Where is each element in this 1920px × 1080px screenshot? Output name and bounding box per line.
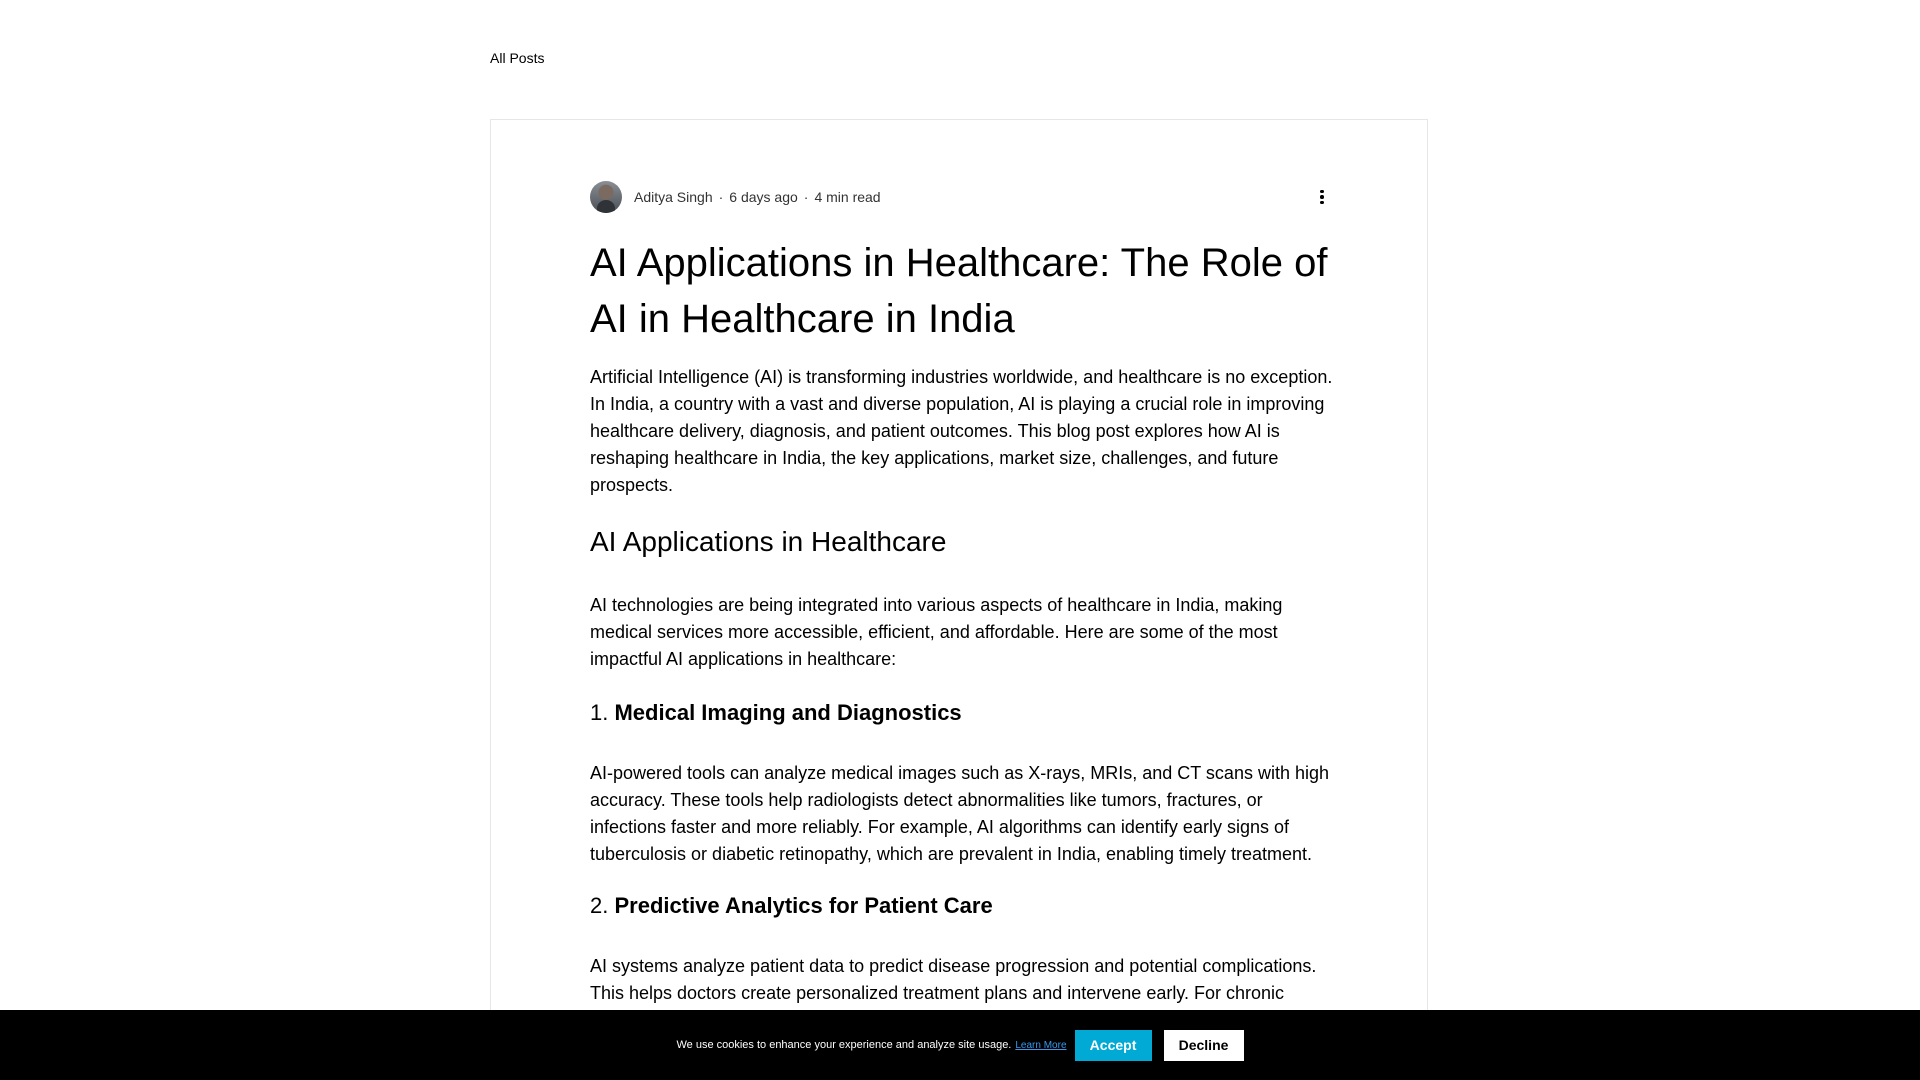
- list-item-number: 1.: [590, 700, 609, 725]
- learn-more-link[interactable]: Learn More: [1015, 1039, 1067, 1051]
- section-intro-paragraph: AI technologies are being integrated into various aspects of healthcare in India, making medical services more accessible, efficient, and affordable. Here are some of the most impactful AI applications in healthcare:: [590, 595, 1283, 669]
- list-item-heading: [590, 698, 962, 728]
- meta-separator: ·: [803, 189, 809, 205]
- section-heading: AI Applications in Healthcare: [590, 526, 947, 557]
- author-name[interactable]: Aditya Singh: [634, 189, 713, 205]
- meta-separator: ·: [718, 189, 724, 205]
- intro-paragraph: Artificial Intelligence (AI) is transforming industries worldwide, and healthcare is no exception. In India, a country with a vast and diverse population, AI is playing a crucial role in improving healthcare delivery, diagnosis, and patient outcomes. This blog post explores how AI is reshaping healthcare in India, the key applications, market size, challenges, and future prospects.: [590, 367, 1333, 495]
- read-time: 4 min read: [814, 189, 881, 205]
- author-avatar[interactable]: [590, 181, 622, 213]
- cookie-banner: [0, 1010, 1920, 1080]
- post-date: 6 days ago: [729, 189, 798, 205]
- list-item-paragraph: AI systems analyze patient data to predict disease progression and potential complications. This helps doctors create personalized treatment plans and intervene early. For chronic: [590, 956, 1317, 1003]
- list-item-heading: [590, 891, 993, 921]
- post-meta: [590, 181, 1332, 213]
- more-vertical-icon[interactable]: [1312, 187, 1332, 207]
- list-item-title: Predictive Analytics for Patient Care: [614, 893, 993, 918]
- all-posts-link[interactable]: All Posts: [490, 50, 545, 66]
- decline-cookies-button[interactable]: Decline: [1164, 1030, 1244, 1061]
- post-title: AI Applications in Healthcare: The Role of AI in Healthcare in India: [590, 241, 1328, 341]
- list-item-number: 2.: [590, 893, 609, 918]
- list-item-paragraph: AI-powered tools can analyze medical images such as X-rays, MRIs, and CT scans with high accuracy. These tools help radiologists detect abnormalities like tumors, fractures, or infections faster and more reliably. For example, AI algorithms can identify early signs of tuberculosis or diabetic retinopathy, which are prevalent in India, enabling timely treatment.: [590, 763, 1329, 864]
- list-item-title: Medical Imaging and Diagnostics: [614, 700, 962, 725]
- post-card: [490, 119, 1428, 1080]
- accept-cookies-button[interactable]: Accept: [1075, 1030, 1152, 1061]
- cookie-text: We use cookies to enhance your experience and analyze site usage.: [676, 1039, 1012, 1051]
